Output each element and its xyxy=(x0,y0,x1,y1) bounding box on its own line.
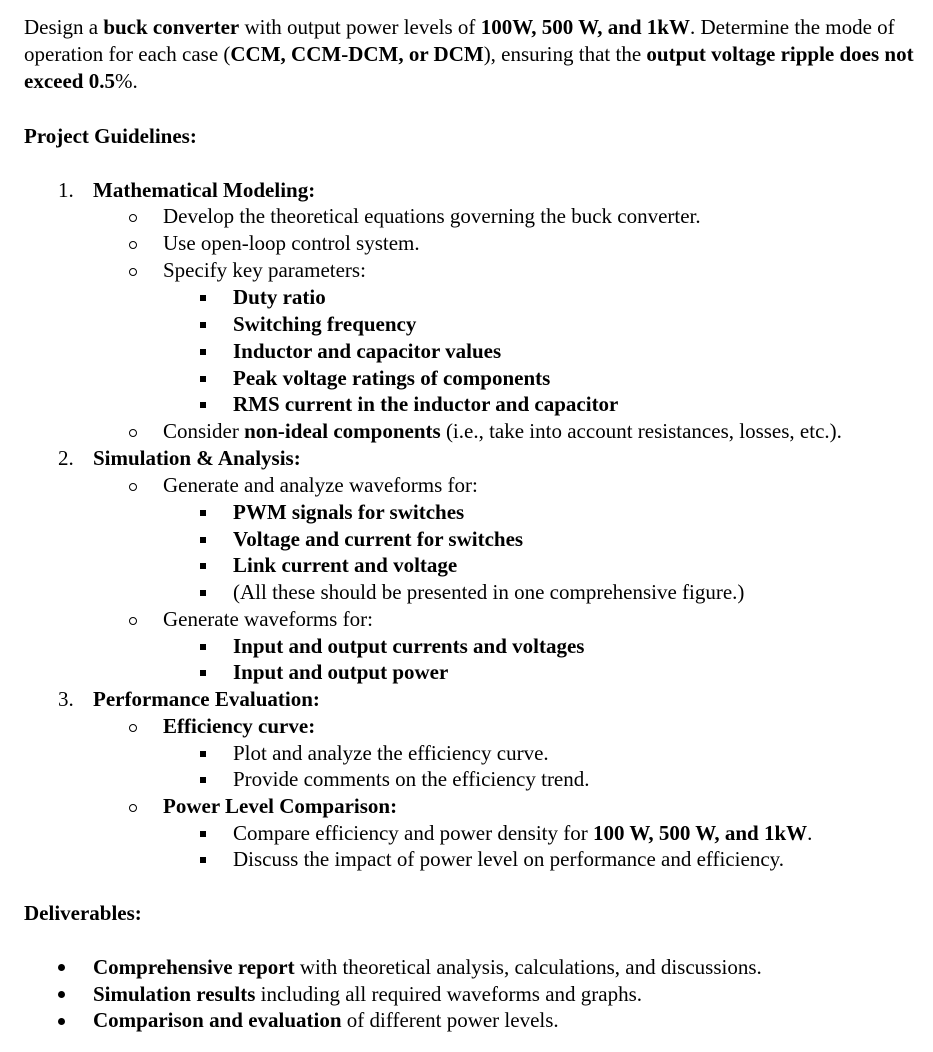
deliverable-simulation xyxy=(93,981,642,1008)
intro-text-5: %. xyxy=(114,69,138,93)
square-bullet-icon xyxy=(200,295,206,301)
s1-item-equations: Develop the theoretical equations governing the buck converter. xyxy=(163,204,701,228)
section-3-number: 3. xyxy=(58,687,74,711)
square-bullet-icon xyxy=(200,751,206,757)
intro-paragraph xyxy=(24,14,924,95)
efficiency-comments: Provide comments on the efficiency trend. xyxy=(233,767,590,791)
deliverable-simulation-text: including all required waveforms and graphs. xyxy=(255,982,643,1006)
dot-bullet-icon xyxy=(58,1018,65,1025)
circle-bullet-icon xyxy=(129,804,137,812)
efficiency-plot: Plot and analyze the efficiency curve. xyxy=(233,741,549,765)
circle-bullet-icon xyxy=(129,724,137,732)
section-2-title: Simulation & Analysis: xyxy=(93,446,301,470)
intro-bold-power: 100W, 500 W, and 1kW xyxy=(480,15,690,39)
param-switching-frequency: Switching frequency xyxy=(233,312,417,336)
circle-bullet-icon xyxy=(129,241,137,249)
wave-io-power: Input and output power xyxy=(233,660,449,684)
compare-bold-levels: 100 W, 500 W, and 1kW xyxy=(592,821,808,845)
s2-item-waveforms-2: Generate waveforms for: xyxy=(163,607,373,631)
dot-bullet-icon xyxy=(58,991,65,998)
square-bullet-icon xyxy=(200,590,206,596)
discuss-power-impact: Discuss the impact of power level on performance and efficiency. xyxy=(233,847,785,871)
square-bullet-icon xyxy=(200,376,206,382)
wave-link-current-voltage: Link current and voltage xyxy=(233,553,458,577)
param-peak-voltage: Peak voltage ratings of components xyxy=(233,366,551,390)
intro-text-2: with output power levels of xyxy=(239,15,481,39)
guidelines-heading: Project Guidelines: xyxy=(24,124,197,148)
circle-bullet-icon xyxy=(129,268,137,276)
non-ideal-text-1: Consider xyxy=(163,419,245,443)
wave-pwm-signals: PWM signals for switches xyxy=(233,500,465,524)
s1-item-non-ideal xyxy=(163,418,842,445)
deliverable-comparison xyxy=(93,1007,559,1034)
param-rms-current: RMS current in the inductor and capacitor xyxy=(233,392,619,416)
s3-item-power-comparison: Power Level Comparison: xyxy=(163,794,398,818)
square-bullet-icon xyxy=(200,563,206,569)
square-bullet-icon xyxy=(200,537,206,543)
wave-note: (All these should be presented in one comprehensive figure.) xyxy=(233,580,745,604)
wave-switch-voltage-current: Voltage and current for switches xyxy=(233,527,524,551)
section-1-number: 1. xyxy=(58,178,74,202)
square-bullet-icon xyxy=(200,831,206,837)
square-bullet-icon xyxy=(200,402,206,408)
circle-bullet-icon xyxy=(129,617,137,625)
square-bullet-icon xyxy=(200,670,206,676)
s1-item-open-loop: Use open-loop control system. xyxy=(163,231,420,255)
deliverable-comparison-text: of different power levels. xyxy=(341,1008,559,1032)
square-bullet-icon xyxy=(200,644,206,650)
square-bullet-icon xyxy=(200,349,206,355)
compare-text-1: Compare efficiency and power density for xyxy=(233,821,593,845)
param-inductor-capacitor: Inductor and capacitor values xyxy=(233,339,502,363)
compare-text-2: . xyxy=(807,821,813,845)
section-1-title: Mathematical Modeling: xyxy=(93,178,316,202)
intro-bold-buck: buck converter xyxy=(103,15,240,39)
param-duty-ratio: Duty ratio xyxy=(233,285,326,309)
non-ideal-text-2: (i.e., take into account resistances, losses, etc.). xyxy=(440,419,842,443)
intro-text-3: . Determine the mode of operation for each case ( xyxy=(24,15,895,66)
circle-bullet-icon xyxy=(129,429,137,437)
deliverable-report-text: with theoretical analysis, calculations, and discussions. xyxy=(294,955,762,979)
square-bullet-icon xyxy=(200,510,206,516)
non-ideal-bold: non-ideal components xyxy=(244,419,441,443)
square-bullet-icon xyxy=(200,777,206,783)
intro-bold-modes: CCM, CCM-DCM, or DCM xyxy=(230,42,484,66)
square-bullet-icon xyxy=(200,857,206,863)
deliverable-report-bold: Comprehensive report xyxy=(93,955,295,979)
dot-bullet-icon xyxy=(58,964,65,971)
compare-efficiency-density xyxy=(233,820,812,847)
deliverable-simulation-bold: Simulation results xyxy=(93,982,256,1006)
s3-item-efficiency-curve: Efficiency curve: xyxy=(163,714,316,738)
s1-item-parameters: Specify key parameters: xyxy=(163,258,366,282)
s2-item-waveforms-1: Generate and analyze waveforms for: xyxy=(163,473,478,497)
section-2-number: 2. xyxy=(58,446,74,470)
deliverables-heading: Deliverables: xyxy=(24,901,142,925)
square-bullet-icon xyxy=(200,322,206,328)
wave-io-currents-voltages: Input and output currents and voltages xyxy=(233,634,585,658)
circle-bullet-icon xyxy=(129,214,137,222)
circle-bullet-icon xyxy=(129,483,137,491)
section-3-title: Performance Evaluation: xyxy=(93,687,320,711)
deliverable-comparison-bold: Comparison and evaluation xyxy=(93,1008,342,1032)
intro-text-1: Design a xyxy=(24,15,104,39)
intro-bold-ripple: output voltage ripple does not exceed 0.5 xyxy=(24,42,914,93)
intro-text-4: ), ensuring that the xyxy=(483,42,647,66)
deliverable-report xyxy=(93,954,762,981)
